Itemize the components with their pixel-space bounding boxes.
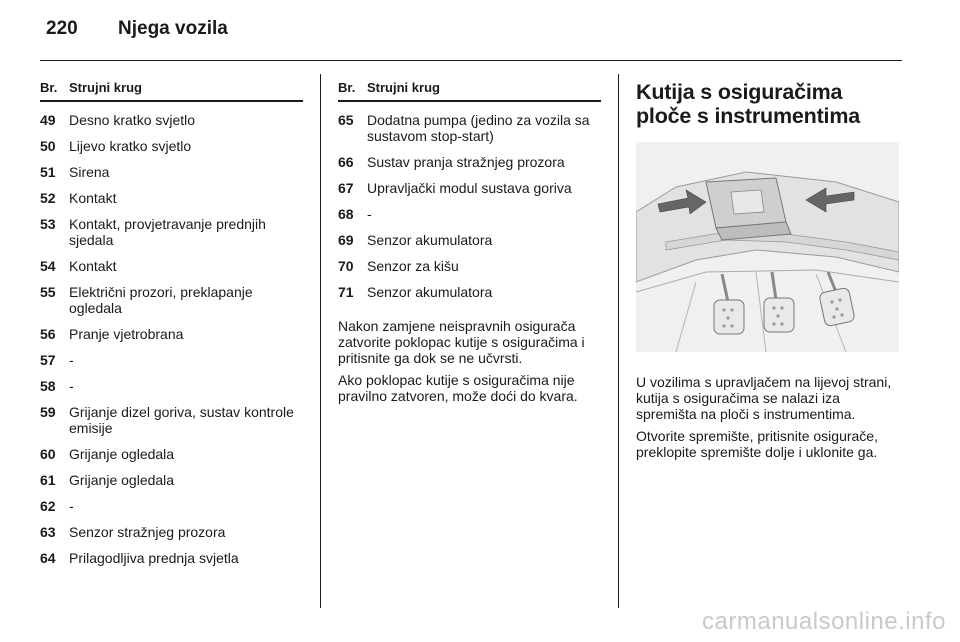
watermark: carmanualsonline.info <box>702 608 946 635</box>
body-paragraph: Ako poklopac kutije s osiguračima nije pravilno zatvoren, može doći do kvara. <box>338 372 578 404</box>
fuse-number: 63 <box>40 524 56 540</box>
fuse-number: 55 <box>40 284 56 300</box>
body-paragraph: Nakon zamjene neispravnih osigurača zatvorite poklopac kutije s osiguračima i pritisnite ga dok se ne učvrsti. <box>338 318 585 366</box>
column-divider <box>618 74 619 608</box>
fuse-number: 58 <box>40 378 56 394</box>
fuse-row <box>40 524 303 540</box>
fuse-number: 70 <box>338 258 354 274</box>
section-title: Kutija s osiguračima ploče s instrumentima <box>636 80 860 128</box>
fuse-number: 56 <box>40 326 56 342</box>
fuse-number: 67 <box>338 180 354 196</box>
fuse-row <box>40 550 303 566</box>
fuse-circuit: Senzor akumulatora <box>367 232 493 248</box>
col-no-header: Br. <box>40 80 58 95</box>
fuse-circuit: Grijanje dizel goriva, sustav kontrole emisije <box>69 404 294 436</box>
fuse-row <box>338 284 601 300</box>
fuse-circuit: - <box>367 206 372 222</box>
fuse-circuit: Sirena <box>69 164 110 180</box>
fuse-row <box>40 216 303 248</box>
column-divider <box>320 74 321 608</box>
fuse-number: 66 <box>338 154 354 170</box>
body-paragraph: U vozilima s upravljačem na lijevoj strani, kutija s osiguračima se nalazi iza spremišta na ploči s instrumentima. <box>636 374 892 422</box>
page-header <box>46 18 228 40</box>
fuse-number: 65 <box>338 112 354 128</box>
fuse-circuit: - <box>69 498 74 514</box>
fuse-circuit: Prilagodljiva prednja svjetla <box>69 550 239 566</box>
fuse-number: 71 <box>338 284 354 300</box>
fuse-circuit: Dodatna pumpa (jedino za vozila sa sustavom stop-start) <box>367 112 590 144</box>
fuse-table-col2 <box>338 80 601 410</box>
header-rule <box>40 60 902 61</box>
fuse-row <box>40 404 303 436</box>
fuse-circuit: - <box>69 378 74 394</box>
fuse-number: 52 <box>40 190 56 206</box>
fuse-box-illustration <box>636 142 899 352</box>
fuse-circuit: Pranje vjetrobrana <box>69 326 184 342</box>
fuse-row <box>40 258 303 274</box>
fuse-number: 49 <box>40 112 56 128</box>
fuse-number: 51 <box>40 164 56 180</box>
fuse-row <box>338 258 601 274</box>
col-no-header: Br. <box>338 80 356 95</box>
fuse-row <box>40 472 303 488</box>
fuse-row <box>40 164 303 180</box>
fuse-circuit: - <box>69 352 74 368</box>
fuse-circuit: Desno kratko svjetlo <box>69 112 196 128</box>
fuse-circuit: Kontakt <box>69 190 117 206</box>
fuse-row <box>40 138 303 154</box>
instrument-panel-section <box>636 80 900 466</box>
fuse-number: 64 <box>40 550 56 566</box>
fuse-number: 50 <box>40 138 56 154</box>
fuse-circuit: Senzor stražnjeg prozora <box>69 524 226 540</box>
fuse-row <box>338 232 601 248</box>
fuse-row <box>338 206 601 222</box>
table-header <box>338 80 601 102</box>
fuse-row <box>40 284 303 316</box>
fuse-row <box>338 180 601 196</box>
fuse-circuit: Senzor za kišu <box>367 258 459 274</box>
fuse-row <box>40 190 303 206</box>
fuse-row <box>40 112 303 128</box>
fuse-row <box>338 154 601 170</box>
fuse-row <box>40 378 303 394</box>
fuse-number: 59 <box>40 404 56 420</box>
table-header <box>40 80 303 102</box>
fuse-number: 62 <box>40 498 56 514</box>
fuse-number: 60 <box>40 446 56 462</box>
fuse-circuit: Električni prozori, preklapanje ogledala <box>69 284 253 316</box>
fuse-row <box>40 326 303 342</box>
fuse-row <box>40 446 303 462</box>
fuse-row <box>40 352 303 368</box>
fuse-circuit: Grijanje ogledala <box>69 472 175 488</box>
col-circuit-header: Strujni krug <box>69 80 142 95</box>
fuse-circuit: Grijanje ogledala <box>69 446 175 462</box>
fuse-number: 61 <box>40 472 56 488</box>
fuse-table-col1 <box>40 80 303 566</box>
fuse-circuit: Kontakt, provjetravanje prednjih sjedala <box>69 216 266 248</box>
col-circuit-header: Strujni krug <box>367 80 440 95</box>
page-title: Njega vozila <box>118 18 228 39</box>
fuse-circuit: Lijevo kratko svjetlo <box>69 138 192 154</box>
fuse-number: 69 <box>338 232 354 248</box>
fuse-circuit: Sustav pranja stražnjeg prozora <box>367 154 565 170</box>
fuse-number: 54 <box>40 258 56 274</box>
body-paragraph: Otvorite spremište, pritisnite osigurače, preklopite spremište dolje i uklonite ga. <box>636 428 878 460</box>
page-number: 220 <box>46 18 78 39</box>
fuse-circuit: Upravljački modul sustava goriva <box>367 180 572 196</box>
fuse-row <box>40 498 303 514</box>
fuse-number: 53 <box>40 216 56 232</box>
fuse-circuit: Senzor akumulatora <box>367 284 493 300</box>
fuse-circuit: Kontakt <box>69 258 117 274</box>
fuse-row <box>338 112 601 144</box>
fuse-number: 57 <box>40 352 56 368</box>
fuse-number: 68 <box>338 206 354 222</box>
